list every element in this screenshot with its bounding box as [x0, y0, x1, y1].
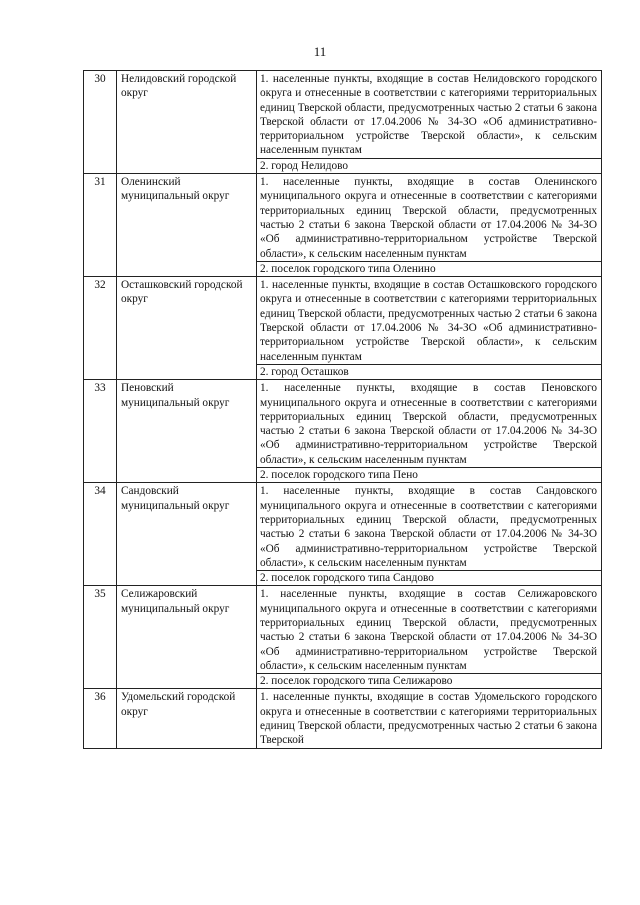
urban-settlement: 2. поселок городского типа Оленино [257, 261, 602, 276]
row-number: 30 [84, 71, 117, 174]
table-row [84, 483, 602, 571]
municipality-name: Оленинский муниципальный округ [117, 174, 257, 277]
row-number: 35 [84, 586, 117, 689]
municipality-name: Осташковский городской округ [117, 277, 257, 380]
urban-settlement: 2. поселок городского типа Сандово [257, 571, 602, 586]
settlements-description: 1. населенные пункты, входящие в состав Сандовского муниципального округа и отнесенные в соответствии с категориями территориальных единиц Тверской области, предусмотренных частью 2 статьи 6 закона Тверской области от 17.04.2006 № 34-ЗО «Об административно-территориальном устройстве Тверской области», к сельским населенным пунктам [257, 483, 602, 571]
row-number: 31 [84, 174, 117, 277]
row-number: 32 [84, 277, 117, 380]
settlements-description: 1. населенные пункты, входящие в состав Оленинского муниципального округа и отнесенные в соответствии с категориями территориальных единиц Тверской области, предусмотренных частью 2 статьи 6 закона Тверской области от 17.04.2006 № 34-ЗО «Об административно-территориальном устройстве Тверской области», к сельским населенным пунктам [257, 174, 602, 262]
page-number: 11 [313, 44, 327, 59]
row-number: 33 [84, 380, 117, 483]
settlements-description: 1. населенные пункты, входящие в состав Селижаровского муниципального округа и отнесенные в соответствии с категориями территориальных единиц Тверской области, предусмотренных частью 2 статьи 6 закона Тверской области от 17.04.2006 № 34-ЗО «Об административно-территориальном устройстве Тверской области», к сельским населенным пунктам [257, 586, 602, 674]
municipality-name: Нелидовский городской округ [117, 71, 257, 174]
table-row [84, 586, 602, 674]
table-row [84, 71, 602, 159]
urban-settlement: 2. поселок городского типа Селижарово [257, 674, 602, 689]
municipality-name: Селижаровский муниципальный округ [117, 586, 257, 689]
municipality-name: Удомельский городской округ [117, 689, 257, 748]
municipalities-table [83, 70, 602, 749]
table-row [84, 380, 602, 468]
row-number: 34 [84, 483, 117, 586]
settlements-description: 1. населенные пункты, входящие в состав Нелидовского городского округа и отнесенные в соответствии с категориями территориальных единиц Тверской области, предусмотренных частью 2 статьи 6 закона Тверской области от 17.04.2006 № 34-ЗО «Об административно-территориальном устройстве Тверской области», к сельским населенным пунктам [257, 71, 602, 159]
urban-settlement: 2. город Осташков [257, 364, 602, 379]
urban-settlement: 2. город Нелидово [257, 158, 602, 173]
urban-settlement: 2. поселок городского типа Пено [257, 468, 602, 483]
municipality-name: Пеновский муниципальный округ [117, 380, 257, 483]
table-row [84, 174, 602, 262]
settlements-description: 1. населенные пункты, входящие в состав Удомельского городского округа и отнесенные в соответствии с категориями территориальных единиц Тверской области, предусмотренных частью 2 статьи 6 закона Тверской [257, 689, 602, 748]
settlements-description: 1. населенные пункты, входящие в состав Пеновского муниципального округа и отнесенные в соответствии с категориями территориальных единиц Тверской области, предусмотренных частью 2 статьи 6 закона Тверской области от 17.04.2006 № 34-ЗО «Об административно-территориальном устройстве Тверской области», к сельским населенным пунктам [257, 380, 602, 468]
settlements-description: 1. населенные пункты, входящие в состав Осташковского городского округа и отнесенные в соответствии с категориями территориальных единиц Тверской области, предусмотренных частью 2 статьи 6 закона Тверской области от 17.04.2006 № 34-ЗО «Об административно-территориальном устройстве Тверской области», к сельским населенным пунктам [257, 277, 602, 365]
table-row [84, 277, 602, 365]
municipality-name: Сандовский муниципальный округ [117, 483, 257, 586]
row-number: 36 [84, 689, 117, 748]
table-row [84, 689, 602, 748]
